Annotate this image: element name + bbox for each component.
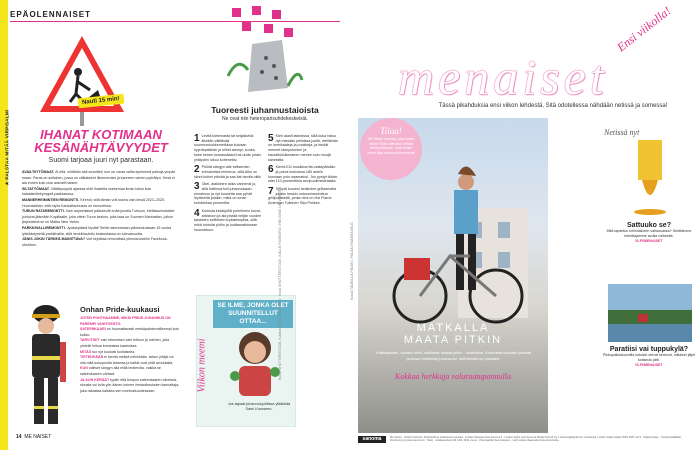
side2-text: Pikkupaikkakunnilla kotoisin olevat kertovat, millaiset jäljet kotiseutu jätti. — [602, 353, 696, 362]
side2-title: Paratiisi vai tuppukylä? — [609, 346, 689, 353]
paragraph: TURUN RATAREMONTTI. Vain tarpeeliaiset päässevät enää junalla Turkuun, etelässuimalaiset joutuvat jäämään Kupittaalle, joka ottein Turun keskus, joka taas on Suomen Manhattan, jolloin järjestelmä se on Mattia New Yorkin. — [22, 209, 175, 225]
list-item: 7 Syöytä kuoresi lankkolen grillaamalla jotakin keskin outuusimanimitua grillipuristettä, jonka nimi on Hot Flame American Tuleinen Slipi Pukkes. — [268, 187, 337, 206]
side1-link[interactable]: IS.FI/MENAISET — [635, 239, 663, 243]
firefighter-body: JOTEN POHTHAAMME, MIKSI PRIDE-JUHANNUS ON PAREMPI VAIHTOEHTO. SATEENKAARI on huomattavasti metsäpalotervallisempi kuin kokko. TARVITSET vain tekemisen vain lettuun ja miehen, joka yhdelle leikua komeassa kaarinissa. MITÄS tuo nyt kuulosti tuollaiselta. TIETENKÄÄN ei tarvita meistä mihinkään, sekun pitäjä voi olla mitä sukupuolta tahansa ja kaikki ovat yhtä arvokkaita. KUN valitset sängyn alla millä lenkerolla, vaikka se sateenkaaren värissä. JA KUN KERÄÄT tyyliin että kimpun sateenkaaren väreissä, sinusta voi tulla yön äänen lorinen ihmisoikeuksien kannattaja, joka rakastaa kaikkea sen moninaisuudessaan. — [80, 316, 180, 393]
cover-tagline: Kokkaa herkkuja valuraatupannulla — [395, 372, 511, 381]
firefighter-title: Onhan Pride-kuukausi — [80, 305, 160, 314]
subscribe-text: Me Naiset ilmestyy joka ikinen viikko! Tilaa kätevästi netistä tietosuitiiiniaan, saat lisäksi lehen tilaa.sanoma.fi/menaiset — [367, 137, 415, 155]
sanoma-logo: sanoma — [358, 436, 386, 443]
paragraph: MANNERHEIMINTIEN REMONTTI. Kirehdi, sillä tämän voit kokea vain kesiä 2023–2025. Huomaathan, että myös Kansallisohusas on remontissa. — [22, 197, 165, 208]
side2-link[interactable]: IS.FI/MENAISET — [635, 363, 663, 367]
side1-text: Mitä tapahtuu intiimialueen vahausassa? Selvitämme toimittajamme avulla vaiheelta. — [606, 229, 692, 238]
list-item: 3 Okei, aiakkinen taika vanhensi jo, sillä hattinua tulii juhannusiaan ennakoon ja nyt kuuselta saa pyhät löytäneitä jotakin, mikä on lonan kohdekkaa prosenttia. — [194, 182, 257, 206]
grater-flowers-illustration — [222, 6, 304, 98]
ensi-viikolla-label: Ensi viikolla! — [614, 3, 674, 55]
meme-caption: Jos tapaat juhannusjuhlissa ylitäkkää Sami Kuroseen. — [227, 402, 291, 411]
article-subtitle: Ne ovat niin heteroparisuhdekeskeisiä. — [222, 116, 308, 122]
photo-credit-vertical: Kuvat SHUTTERSTOCK, Kuvitus PIRJO PALMOEN · Kuva SHUTTERSTOCK, KALLE PAXBORG / HELSINKI UNIVERSITY — [278, 186, 282, 380]
netissa-label: Netissä nyt — [604, 128, 640, 137]
lake-cottage-photo — [608, 284, 692, 342]
list-item: 5 Kieri alasti lakeaissa, sillä kuka haluu nyt missään pelisissa joutiti, etelläinän on kemikaaleja ja punkkeja, ja heidät meneet lakeputoriien ja kauraltuiluikeaseen menee suin moujä kanetatta. — [268, 134, 338, 162]
meme-woman-photo — [225, 326, 285, 396]
cover-headline: MATKALLA MAATA PITKIN — [403, 322, 503, 346]
page-footer: 14 ME NAISET — [16, 434, 52, 440]
roadwork-sign-illustration — [32, 28, 132, 128]
list-item: 6 Kierrä EU-musikkorrita vastapäivään ja poiva korkoissa 180 astein kunnaan pois naamatusi. Joo pystyt tähän, sitet 110-prosenttisia avoipuolimetariaalia. — [268, 165, 338, 184]
meme-headline: SE ILME, JONKA OLET SUUNNITELLUT OTTAA... — [213, 300, 293, 328]
article-title: Tuoreesti juhannustaioista — [211, 105, 319, 115]
article-body — [22, 170, 180, 248]
paragraph: AVAILTIIYTÖMAAT. Ai että, miltähän sitä suositteli, kun on varaa valita kymmenä paikoja ympäri maan. Paras on sellainen, jossa on välkakkeet liikenneväet ja kanneen varten pyöräilyn. Kesä ei ala ennen kuin uusi aravalti haisee. — [22, 170, 176, 186]
section-title: EPÄOLENNAISET — [10, 10, 92, 19]
side-article-1[interactable] — [602, 222, 696, 244]
list-item: 1 Levitä kielemasta tai seljakkeliä: itkeään väittävää suonmonkokkemetkkaa kuivaan kyynärpäähän ja niihet aiempi, kunka tulee kenen kumassitasoi hal ulzän jotain yritäyden lukuu koheneksi. — [194, 134, 262, 162]
list-item: 4 Kurkista keskiyöllä puhelimen kuvar-arkistoon ja ala pistää neljän vuoden takaisten selfieiden tuplatekopbia, sillä mikä tuhtulta pöitin ja tuuttamattomaan huomaituun. — [194, 208, 262, 232]
honey-photo — [608, 140, 692, 216]
photo-credit-right: Kuvat TÄDEILLÄ PELKKI, PALÄAI PAÄÄRÄSELÖ — [350, 222, 354, 300]
list-item: 2 Pölötä sängyn alle seitsemän erimaimista lenkeroa, sillä Alko on kiinni koiimi päivää ja saa tiat tarvita niitä. — [194, 165, 262, 179]
subscribe-circle[interactable] — [360, 118, 422, 180]
vertical-label: ★ PALSTAA MITÄÄ VIRPISALMI — [4, 109, 10, 186]
paragraph: JÄNIS JOKIN TÄRKEÄ MAINITTAVA? Voit kirjoittaa remonttista pienoisnovellin Facebook-sivuillani. — [22, 237, 168, 247]
side1-title: Sattuuko se? — [627, 222, 671, 229]
meme-script-label: Viikon meemi — [196, 338, 208, 393]
masthead-logo: menaiset — [398, 49, 608, 105]
paragraph: SILTATYÖMAAT. Viittäkymppiä ajaessa ehtii ihastella maisemaa ilman toisin kuin satalakmilekymppiä paahtaessa. — [22, 186, 152, 197]
cover-text: Yhtäsaamme, kuoleä vielä, vaikkaan maata pitkin - matkailun. Kokeneet konkarit jakavat parhaat vinkkinsä juneravusi, että kivistä on paraista. — [374, 350, 532, 361]
nauti-badge: Nauti 15 min! — [78, 94, 124, 109]
firefighter-photo — [22, 302, 70, 430]
intro-text: Tässä pikahduksia ensi viikon lehdestä. Sitä odotellessa nähdään netissä ja somessa! — [438, 103, 668, 109]
paragraph: PARKKIHALLIREMONTTI. Jyväskylästä löydät! Siellä rakennetaan ydinkeskustaan 15 vuotta lykkääntyneitä parkkihallia, sillä henkilöautoilu keskustassa on tulevaisuutta. — [22, 225, 172, 236]
list-column-1 — [194, 134, 262, 235]
lead-text: Suomi tarjoaa juuri nyt parastaan. — [48, 157, 154, 164]
legal-text: Me Naiset · Virkkon Helsinki. Kirkistöistä ja pistämiseen kaukaa · Lehden tilaukset www.sanoma.fi · Lehden tiedot ovat Sanoma Media Finland Oy:n tietosuojakäytännön mukaisesti. Lehtien kaikki sisältö ISSN 0357-1173 · Päätoimittaja · Tuotantopäällikkö · Ilmoitusmyynti www.sanoma.fi · Taitto · Asiakaspalvelu 09 1201 4343 ma-pe · Painopaikka Sanomapaino · Lehti vastuu tilaamattomista aineistoista. — [390, 436, 683, 443]
side-article-2[interactable] — [602, 346, 696, 368]
main-headline: IHANAT KOTIMAAN KESÄNÄHTÄVYYDET — [34, 127, 168, 155]
subscribe-title: Tilaa! — [380, 126, 402, 136]
